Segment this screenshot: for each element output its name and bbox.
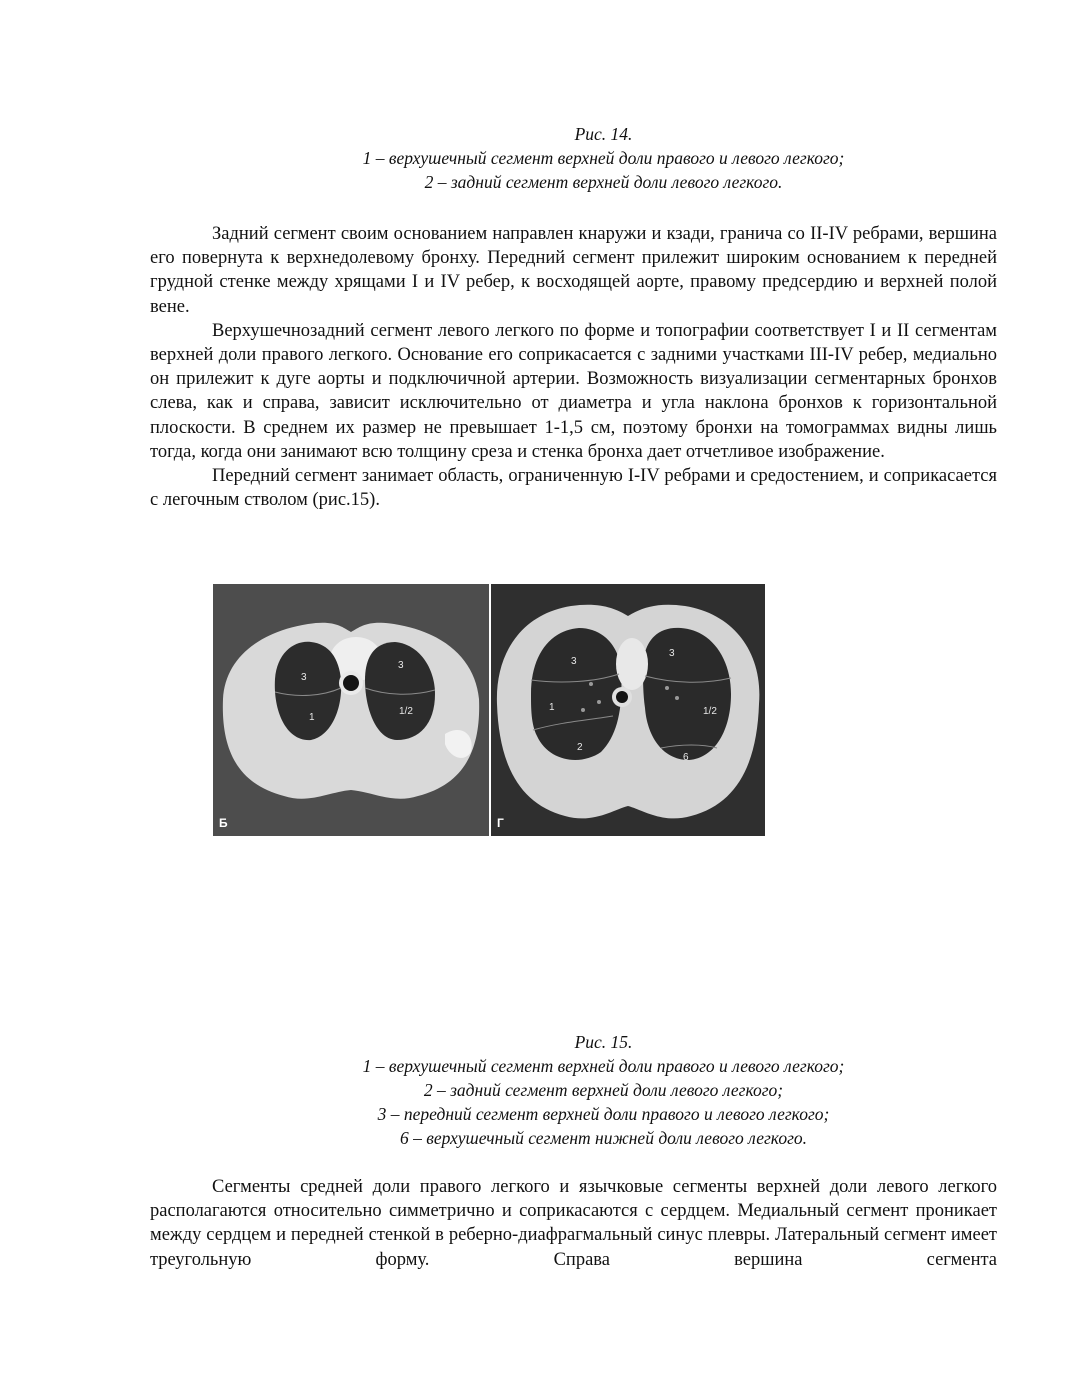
- caption-line: 3 – передний сегмент верхней доли правого и левого легкого;: [377, 1104, 830, 1124]
- segment-label: 6: [683, 752, 689, 763]
- segment-label: 1: [549, 702, 555, 713]
- body-text-1: [150, 222, 997, 512]
- ct-panel-g: [491, 584, 765, 836]
- paragraph: Задний сегмент своим основанием направлен кнаружи и кзади, гранича со II-IV ребрами, вершина его повернута к верхнедолевому бронху. Передний сегмент прилежит широким основанием к передней грудной стенке между хрящами I и IV ребер, к восходящей аорте, правому предсердию и верхней полой вене.: [150, 224, 997, 317]
- caption-line: 1 – верхушечный сегмент верхней доли правого и левого легкого;: [362, 148, 845, 168]
- caption-line: 2 – задний сегмент верхней доли левого легкого;: [423, 1080, 784, 1100]
- panel-letter: Г: [497, 816, 504, 830]
- caption-title: Рис. 15.: [574, 1032, 633, 1052]
- segment-label: 2: [577, 742, 583, 753]
- segment-label: 1/2: [399, 706, 413, 717]
- ct-panel-b: [213, 584, 489, 836]
- segment-label: 3: [398, 660, 404, 671]
- segment-label: 3: [301, 672, 307, 683]
- caption-line: 1 – верхушечный сегмент верхней доли правого и левого легкого;: [362, 1056, 845, 1076]
- paragraph: Верхушечнозадний сегмент левого легкого по форме и топографии соответствует I и II сегментам верхней доли правого легкого. Основание его соприкасается с задними участками III-IV ребер, медиально он прилежит к дуге аорты и подключичной артерии. Возможность визуализации сегментарных бронхов слева, как и справа, зависит исключительно от диаметра и угла наклона бронхов к горизонтальной плоскости. В среднем их размер не превышает 1-1,5 см, поэтому бронхи на томограммах видны лишь тогда, когда они занимают всю толщину среза и стенка бронха дает отчетливое изображение.: [150, 320, 997, 462]
- caption-line: 6 – верхушечный сегмент нижней доли левого легкого.: [399, 1128, 808, 1148]
- segment-label: 1/2: [703, 706, 717, 717]
- segment-label: 3: [669, 648, 675, 659]
- paragraph: Передний сегмент занимает область, ограниченную I-IV ребрами и средостением, и соприкасается с легочным стволом (рис.15).: [150, 466, 997, 511]
- paragraph: Сегменты средней доли правого легкого и язычковые сегменты верхней доли левого легкого располагаются относительно симметрично и соприкасаются с сердцем. Медиальный сегмент проникает между сердцем и передней стенкой в реберно-диафрагмальный синус плевры. Латеральный сегмент имеет треугольную форму. Справа вершина сегмента: [150, 1177, 997, 1270]
- panel-letter: Б: [219, 816, 228, 830]
- body-text-2: [150, 1175, 997, 1272]
- caption-line: 2 – задний сегмент верхней доли левого легкого.: [424, 172, 783, 192]
- segment-label: 1: [309, 712, 315, 723]
- segment-label: 3: [571, 656, 577, 667]
- figure-14-caption: [150, 122, 1057, 194]
- figure-15-caption: [150, 1030, 1057, 1150]
- caption-title: Рис. 14.: [574, 124, 633, 144]
